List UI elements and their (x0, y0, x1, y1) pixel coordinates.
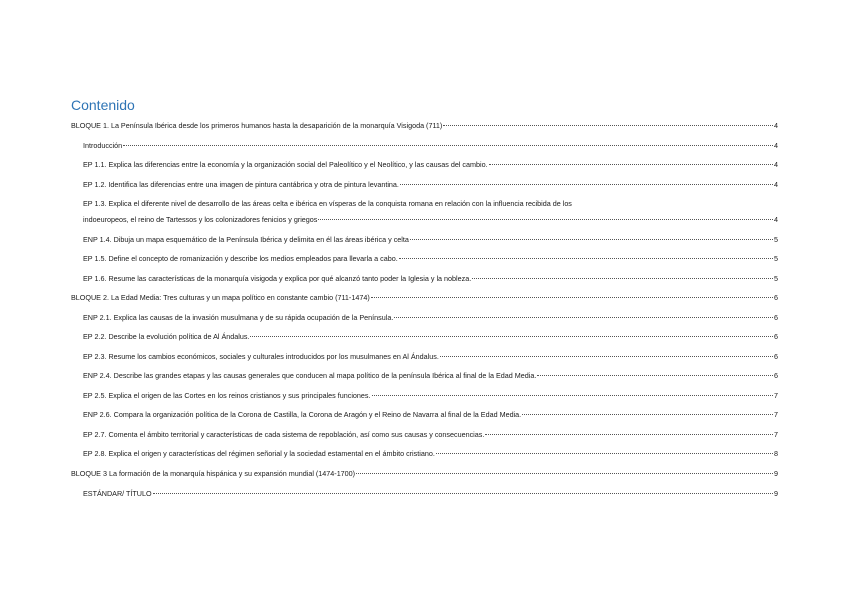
toc-page-number: 5 (774, 235, 778, 244)
toc-entry-text: EP 2.5. Explica el origen de las Cortes en los reinos cristianos y sus principales funciones. (83, 391, 371, 400)
toc-entry-text: ENP 2.6. Compara la organización política de la Corona de Castilla, la Corona de Aragón y el Reino de Navarra al final de la Edad Media. (83, 410, 522, 419)
toc-entry-text: EP 1.2. Identifica las diferencias entre una imagen de pintura cantábrica y otra de pintura levantina. (83, 180, 399, 189)
toc-entry-text: EP 2.2. Describe la evolución política de Al Ándalus. (83, 332, 250, 341)
toc-entry-enp-1-4[interactable] (83, 234, 778, 245)
toc-entry-text: EP 1.3. Explica el diferente nivel de desarrollo de las áreas celta e ibérica en vísperas de la conquista romana en relación con la influencia recibida de los (83, 199, 572, 208)
toc-entry-ep-2-3[interactable] (83, 351, 778, 362)
toc-entry-text: BLOQUE 2. La Edad Media: Tres culturas y un mapa político en constante cambio (711-1474) (71, 293, 370, 302)
toc-page-number: 4 (774, 215, 778, 224)
toc-page-number: 4 (774, 141, 778, 150)
toc-entry-text: EP 1.6. Resume las características de la monarquía visigoda y explica por qué alcanzó tanto poder la Iglesia y la nobleza. (83, 274, 472, 283)
dot-leader (394, 317, 773, 318)
toc-entry-text: BLOQUE 1. La Península Ibérica desde los primeros humanos hasta la desaparición de la monarquía Visigoda (711) (71, 121, 443, 130)
toc-entry-text: ESTÁNDAR/ TÍTULO (83, 489, 152, 498)
toc-entry-ep-2-5[interactable] (83, 390, 778, 401)
toc-page-number: 9 (774, 469, 778, 478)
dot-leader (522, 414, 773, 415)
dot-leader (372, 395, 773, 396)
toc-page-number: 6 (774, 293, 778, 302)
toc-entry-ep-1-2[interactable] (83, 179, 778, 190)
toc-page-number: 9 (774, 489, 778, 498)
toc-entry-text-continued: indoeuropeos, el reino de Tartessos y los colonizadores fenicios y griegos (83, 215, 318, 224)
dot-leader (537, 375, 773, 376)
toc-page-number: 7 (774, 430, 778, 439)
toc-page-number: 5 (774, 254, 778, 263)
toc-entry-text: EP 2.8. Explica el origen y características del régimen señorial y la sociedad estamental en el ámbito cristiano. (83, 449, 435, 458)
toc-entry-ep-1-1[interactable] (83, 159, 778, 170)
dot-leader (250, 336, 773, 337)
toc-entry-introduccion[interactable] (83, 140, 778, 151)
toc-entry-text: EP 1.1. Explica las diferencias entre la economía y la organización social del Paleolítico y el Neolítico, y las causas del cambio. (83, 160, 488, 169)
dot-leader (472, 278, 773, 279)
toc-entry-ep-2-2[interactable] (83, 331, 778, 342)
dot-leader (318, 219, 773, 220)
toc-page-number: 6 (774, 313, 778, 322)
dot-leader (410, 239, 773, 240)
toc-entry-text: Introducción (83, 141, 123, 150)
dot-leader (400, 184, 773, 185)
toc-page-number: 7 (774, 391, 778, 400)
toc-entry-text: ENP 1.4. Dibuja un mapa esquemático de la Península Ibérica y delimita en él las áreas ibérica y celta (83, 235, 409, 244)
toc-entry-ep-1-3[interactable] (83, 198, 778, 225)
toc-entry-ep-1-5[interactable] (83, 253, 778, 264)
dot-leader (436, 453, 773, 454)
dot-leader (153, 493, 773, 494)
toc-page-number: 6 (774, 332, 778, 341)
toc-entry-text: ENP 2.1. Explica las causas de la invasión musulmana y de su rápida ocupación de la Península. (83, 313, 394, 322)
toc-entry-ep-2-8[interactable] (83, 448, 778, 459)
dot-leader (443, 125, 773, 126)
toc-entry-text: EP 2.3. Resume los cambios económicos, sociales y culturales introducidos por los musulmanes en Al Ándalus. (83, 352, 439, 361)
toc-title: Contenido (71, 97, 135, 113)
dot-leader (356, 473, 773, 474)
toc-entry-estandar-titulo[interactable] (83, 488, 778, 499)
toc-entry-text: ENP 2.4. Describe las grandes etapas y las causas generales que conducen al mapa político de la península Ibérica al final de la Edad Media. (83, 371, 537, 380)
toc-entry-bloque-2[interactable] (71, 292, 778, 303)
dot-leader (485, 434, 773, 435)
toc-entry-bloque-1[interactable] (71, 120, 778, 131)
toc-page-number: 4 (774, 160, 778, 169)
toc-page-number: 6 (774, 371, 778, 380)
toc-entry-ep-1-6[interactable] (83, 273, 778, 284)
toc-entry-text: BLOQUE 3 La formación de la monarquía hispánica y su expansión mundial (1474-1700) (71, 469, 356, 478)
toc-entry-enp-2-6[interactable] (83, 409, 778, 420)
toc-page-number: 6 (774, 352, 778, 361)
dot-leader (123, 145, 773, 146)
dot-leader (371, 297, 773, 298)
toc-entry-enp-2-4[interactable] (83, 370, 778, 381)
toc-entry-enp-2-1[interactable] (83, 312, 778, 323)
toc-page-number: 8 (774, 449, 778, 458)
toc-entry-bloque-3[interactable] (71, 468, 778, 479)
dot-leader (489, 164, 773, 165)
toc-page-number: 5 (774, 274, 778, 283)
dot-leader (399, 258, 773, 259)
toc-page-number: 4 (774, 180, 778, 189)
toc-entry-text: EP 2.7. Comenta el ámbito territorial y características de cada sistema de repoblación, así como sus causas y consecuencias. (83, 430, 485, 439)
toc-entry-text: EP 1.5. Define el concepto de romanización y describe los medios empleados para llevarla a cabo. (83, 254, 398, 263)
toc-entry-ep-2-7[interactable] (83, 429, 778, 440)
dot-leader (440, 356, 773, 357)
toc-page-number: 7 (774, 410, 778, 419)
toc-page-number: 4 (774, 121, 778, 130)
